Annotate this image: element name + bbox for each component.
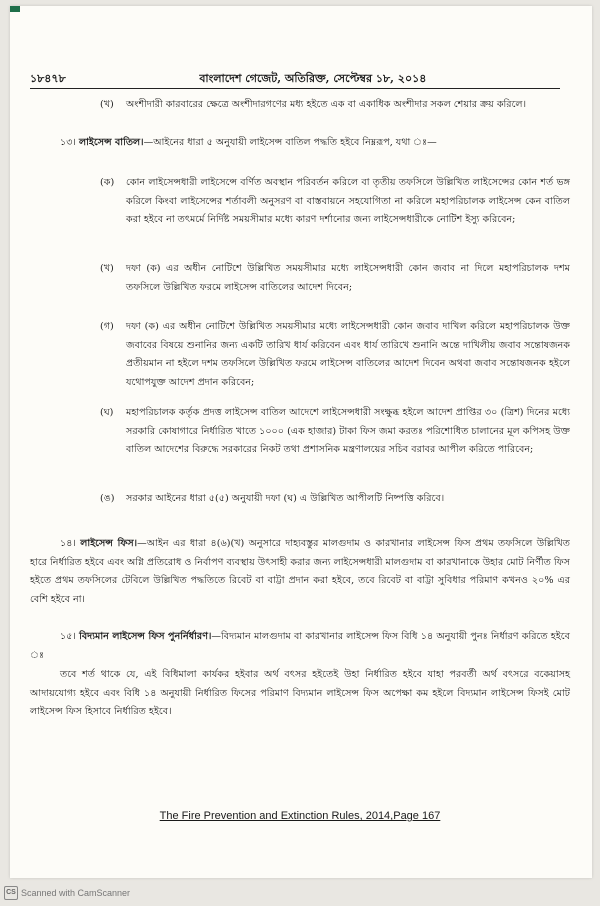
section-13-number: ১৩। [60, 137, 76, 148]
camscanner-icon: CS [4, 886, 18, 900]
item-label: (ঘ) [100, 407, 114, 418]
scanner-watermark [4, 886, 130, 900]
header-rule [30, 88, 560, 89]
section-15-text: —বিদ্যমান মালগুদাম বা কারখানার লাইসেন্স ফিস বিধি ১৪ অনুযায়ী পুনঃ নির্ধারণ করিতে হইবে ঃ [30, 631, 570, 661]
section-15-proviso: তবে শর্ত থাকে যে, এই বিধিমালা কার্যকর হইবার অর্থ বৎসর হইতেই উহা নির্ধারিত হইবে যাহা পরবর্তী অর্থ বৎসরে বকেয়াসহ আদায়যোগ্য হইবে এবং বিধি ১৪ অনুযায়ী নির্ধারিত ফিসের পরিমাণ বিদ্যমান লাইসেন্স ফিস অপেক্ষা কম হইলে বিদ্যমান লাইসেন্স ফিসই মোট লাইসেন্স ফিস হিসাবে নির্ধারিত হইবে। [30, 669, 571, 717]
clause-kha-previous [100, 96, 570, 134]
item-text: দফা (ক) এর অধীন নোটিশে উল্লিখিত সময়সীমার মধ্যে লাইসেন্সধারী কোন জবাব দাখিল করিলে মহাপরিচালক উক্ত জবাবের বিষয়ে শুনানির জন্য একটি তারিখ ধার্য করিবেন এবং ধার্য তারিখে শুনানি অন্তে দাখিলীয় জবাব সন্তোষজনক প্রতীয়মান না হইলে দশম তফসিলে উল্লিখিত ফরমে লাইসেন্স বাতিলের আদেশ দিবেন অথবা জবাব সন্তোষজনক হইলে যথোপযুক্ত আদেশ প্রদান করিবেন; [126, 321, 570, 388]
section-14 [30, 535, 570, 609]
item-label: (ক) [100, 177, 115, 188]
item-text: সরকার আইনের ধারা ৫(৫) অনুযায়ী দফা (ঘ) এ উল্লিখিত আপীলটি নিষ্পত্তি করিবে। [126, 493, 445, 504]
section-13-item-ga [100, 318, 570, 400]
section-15-title: বিদ্যমান লাইসেন্স ফিস পুনর্নির্ধারণ। [79, 631, 212, 642]
item-text: দফা (ক) এর অধীন নোটিশে উল্লিখিত সময়সীমার মধ্যে লাইসেন্সধারী কোন জবাব না দিলে মহাপরিচালক দশম তফসিলে উল্লিখিত ফরমে লাইসেন্স বাতিলের আদেশ দিবেন; [126, 263, 570, 293]
clause-label: (খ) [100, 99, 114, 110]
clause-text: অংশীদারী কারবারের ক্ষেত্রে অংশীদারগণের মধ্য হইতে এক বা একাধিক অংশীদার সকল শেয়ার ক্রয় করিলে। [126, 99, 527, 110]
section-13-item-ka [100, 174, 570, 252]
page-footer: The Fire Prevention and Extinction Rules, 2014,Page 167 [159, 810, 441, 822]
page-number: ১৮৪৭৮ [30, 72, 66, 85]
item-label: (ঙ) [100, 493, 115, 504]
section-13-title: লাইসেন্স বাতিল। [78, 137, 144, 148]
item-label: (খ) [100, 263, 114, 274]
section-15-number: ১৫। [60, 631, 76, 642]
section-13-item-uma [100, 490, 570, 528]
section-14-text: —আইন এর ধারা ৪(৬)(খ) অনুসারে দাহ্যবস্তুর মালগুদাম ও কারখানার লাইসেন্স ফিস প্রথম তফসিলে উল্লিখিত হারে নির্ধারিত হইবে এবং অগ্নি প্রতিরোধ ও নির্বাপণ ব্যবস্থায় উৎসাহী করার জন্য লাইসেন্সধারী মালগুদাম বা কারখানাকে উহার মোট নির্ণীত ফিস হইতে প্রথম তফসিলের টেবিলে উল্লিখিত পদ্ধতিতে রিবেট বা বাট্টা প্রদান করা হইবে, তবে রিবেট বা বাট্টা সুবিধার পরিমাণ কখনও ২০% এর বেশি হইবে না। [30, 538, 570, 605]
section-13-item-gha [100, 404, 570, 486]
section-13-item-kha [100, 260, 570, 318]
item-text: মহাপরিচালক কর্তৃক প্রদত্ত লাইসেন্স বাতিল আদেশে লাইসেন্সধারী সংক্ষুব্ধ হইলে আদেশ প্রাপ্তির ৩০ (ত্রিশ) দিনের মধ্যে সরকারি কোষাগারে নির্ধারিত খাতে ১০০০ (এক হাজার) টাকা ফিস জমা করতঃ পরিশোধিত চালানের মূল কপিসহ উক্ত বাতিল আদেশের বিরুদ্ধে সরকারের নিকট তথা প্রশাসনিক মন্ত্রণালয়ের সচিব বরাবর আপীল করিতে পারিবেন; [126, 407, 570, 455]
section-14-title: লাইসেন্স ফিস। [80, 538, 138, 549]
running-title: বাংলাদেশ গেজেট, অতিরিক্ত, সেপ্টেম্বর ১৮, ২০১৪ [199, 72, 427, 85]
section-13-intro: —আইনের ধারা ৫ অনুযায়ী লাইসেন্স বাতিল পদ্ধতি হইবে নিম্নরূপ, যথা ঃ— [143, 137, 437, 148]
item-text: কোন লাইসেন্সধারী লাইসেন্সে বর্ণিত অবস্থান পরিবর্তন করিলে বা তৃতীয় তফসিলে উল্লিখিত লাইসেন্সের কোন শর্ত ভঙ্গ করিলে কিংবা লাইসেন্সের শর্তাবলী অনুসরণ বা বাস্তবায়নে সহযোগিতা না করিলে মহাপরিচালক লাইসেন্স কেন বাতিল করা হইবে না তৎমর্মে নির্দিষ্ট সময়সীমার মধ্যে কারণ দর্শানোর জন্য লাইসেন্সধারীকে নোটিশ ইস্যু করিবেন; [126, 177, 570, 225]
corner-mark [10, 6, 20, 12]
section-14-number: ১৪। [60, 538, 76, 549]
page-header [30, 70, 560, 89]
scanner-text: Scanned with CamScanner [21, 888, 131, 898]
section-15 [30, 628, 570, 665]
section-13-heading [30, 134, 570, 153]
item-label: (গ) [100, 321, 114, 332]
